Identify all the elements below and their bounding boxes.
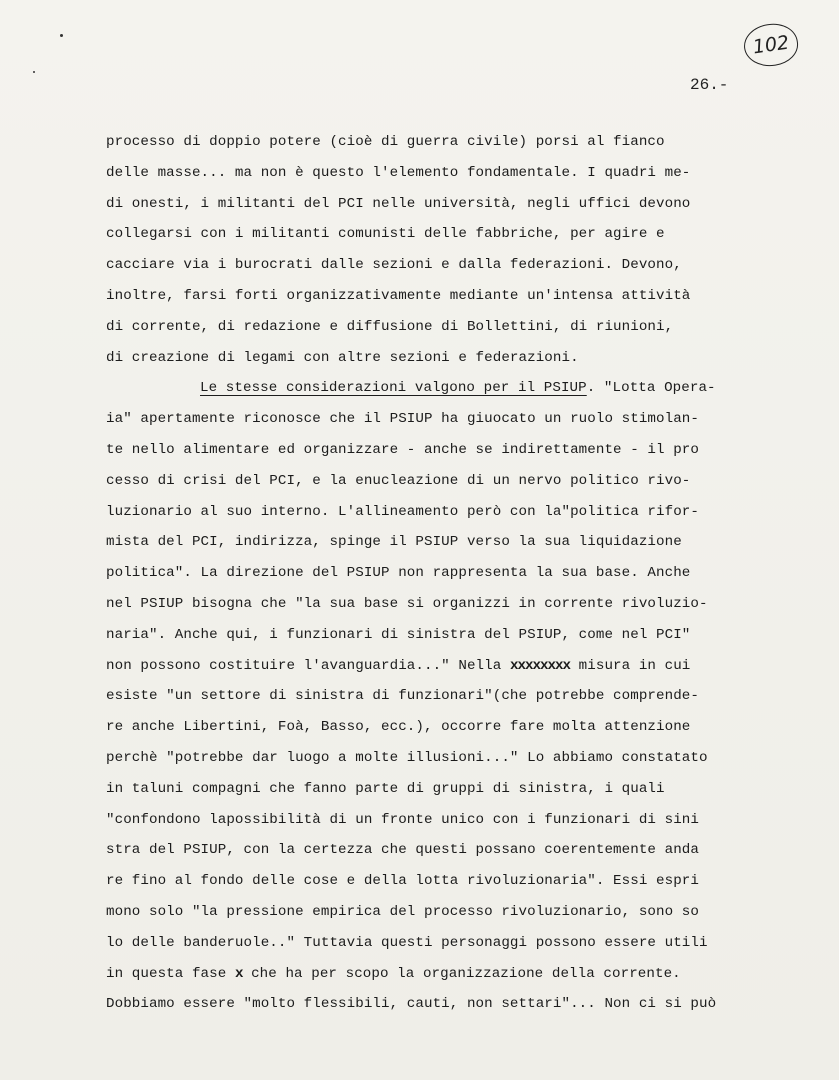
text-line: di creazione di legami con altre sezioni e federazioni.: [106, 349, 579, 366]
text-line: lo delle banderuole.." Tuttavia questi personaggi possono essere utili: [106, 934, 708, 951]
text-line: naria". Anche qui, i funzionari di sinistra del PSIUP, come nel PCI": [106, 626, 691, 643]
text-line: delle masse... ma non è questo l'elemento fondamentale. I quadri me-: [106, 164, 691, 181]
text-line-with-strikeout: [106, 651, 806, 682]
text-line: "confondono lapossibilità di un fronte unico con i funzionari di sini: [106, 811, 699, 828]
text-fragment: non possono costituire l'avanguardia..." Nella: [106, 657, 502, 674]
text-line: perchè "potrebbe dar luogo a molte illusioni..." Lo abbiamo constatato: [106, 749, 708, 766]
text-line: cesso di crisi del PCI, e la enucleazione di un nervo politico rivo-: [106, 472, 691, 489]
text-line: inoltre, farsi forti organizzativamente mediante un'intensa attività: [106, 287, 691, 304]
struck-out-letter: x: [234, 965, 243, 982]
text-line: esiste "un settore di sinistra di funzionari"(che potrebbe comprende-: [106, 688, 699, 705]
text-fragment: che ha per scopo la organizzazione della corrente.: [251, 965, 681, 982]
text-line: collegarsi con i militanti comunisti delle fabbriche, per agire e: [106, 226, 665, 243]
text-line: processo di doppio potere (cioè di guerra civile) porsi al fianco: [106, 134, 665, 150]
text-fragment: in questa fase: [106, 965, 227, 982]
scan-speck: [33, 71, 35, 73]
text-line: re fino al fondo delle cose e della lotta rivoluzionaria". Essi espri: [106, 873, 699, 890]
text-line: di corrente, di redazione e diffusione di Bollettini, di riunioni,: [106, 318, 674, 335]
paragraph-start-line: [106, 373, 806, 404]
text-line: di onesti, i militanti del PCI nelle università, negli uffici devono: [106, 195, 691, 212]
text-line-with-strikeout: [106, 959, 806, 990]
text-line: politica". La direzione del PSIUP non rappresenta la sua base. Anche: [106, 565, 691, 582]
text-line: nel PSIUP bisogna che "la sua base si organizzi in corrente rivoluzio-: [106, 595, 708, 612]
text-line: re anche Libertini, Foà, Basso, ecc.), occorre fare molta attenzione: [106, 719, 691, 736]
scan-speck: [60, 34, 63, 37]
text-line: cacciare via i burocrati dalle sezioni e dalla federazioni. Devono,: [106, 257, 682, 274]
body-text: [106, 127, 806, 1020]
text-line: in taluni compagni che fanno parte di gruppi di sinistra, i quali: [106, 780, 665, 797]
page-number: 26.-: [690, 76, 729, 94]
text-line: Dobbiamo essere "molto flessibili, cauti, non settari"... Non ci si può: [106, 996, 717, 1013]
text-line: te nello alimentare ed organizzare - anche se indirettamente - il pro: [106, 441, 699, 458]
text-line: stra del PSIUP, con la certezza che questi possano coerentemente anda: [106, 842, 699, 859]
text-line: luzionario al suo interno. L'allineamento però con la"politica rifor-: [106, 503, 699, 520]
text-line: ia" apertamente riconosce che il PSIUP ha giuocato un ruolo stimolan-: [106, 411, 699, 428]
text-fragment: . "Lotta Opera-: [586, 380, 716, 397]
folio-stamp: 102: [741, 20, 800, 69]
struck-out-word: xxxxxxxx: [509, 657, 571, 674]
text-line: mono solo "la pressione empirica del processo rivoluzionario, sono so: [106, 903, 699, 920]
underlined-heading: Le stesse considerazioni valgono per il PSIUP: [200, 380, 587, 397]
text-line: mista del PCI, indirizza, spinge il PSIUP verso la sua liquidazione: [106, 534, 682, 551]
text-fragment: misura in cui: [578, 657, 691, 674]
